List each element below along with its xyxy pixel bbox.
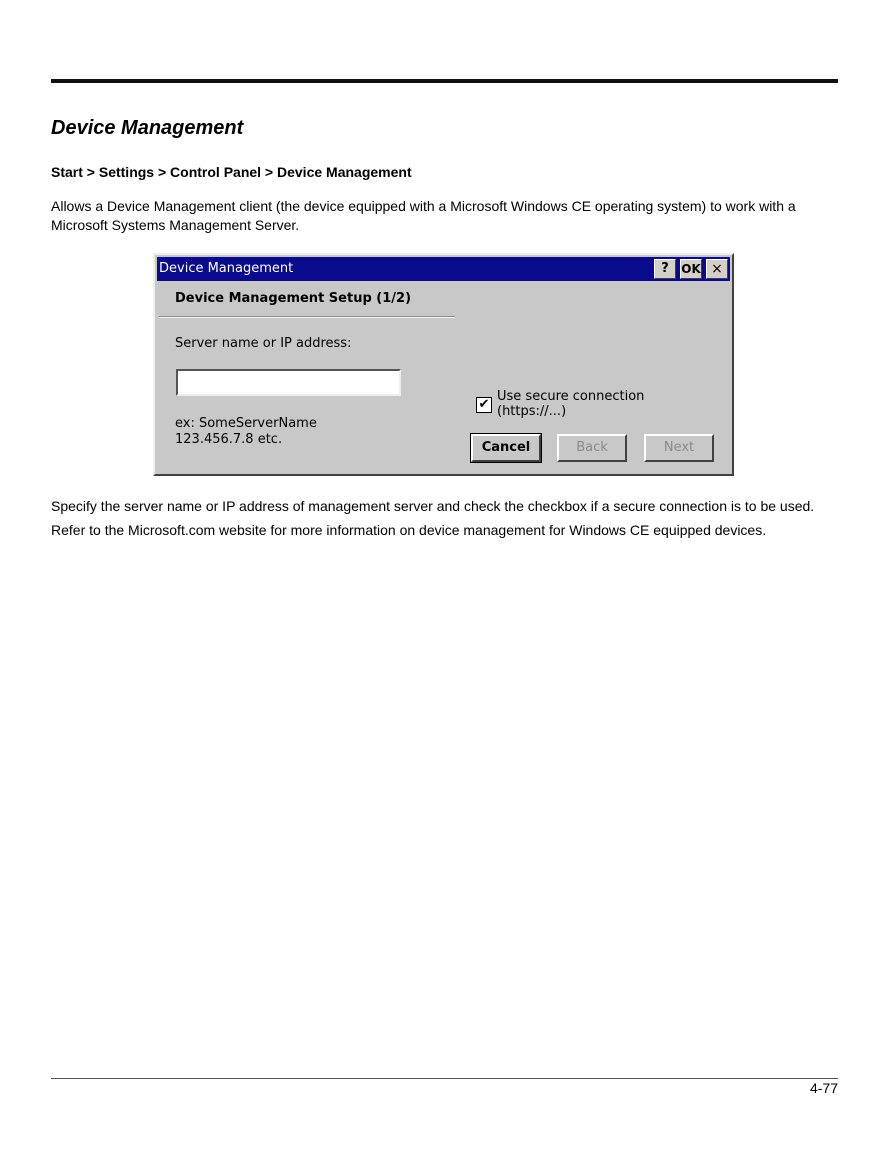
example-line-1: ex: SomeServerName <box>175 416 317 431</box>
secure-label-line-2: (https://...) <box>497 404 567 419</box>
ok-button[interactable]: OK <box>680 259 702 279</box>
top-rule <box>51 79 838 83</box>
secure-label-line-1: Use secure connection <box>497 389 645 404</box>
server-input[interactable] <box>176 369 401 396</box>
bottom-rule <box>51 1078 838 1079</box>
help-button[interactable]: ? <box>654 259 676 279</box>
secure-connection-checkbox[interactable]: ✔ <box>476 397 492 413</box>
secure-connection-label[interactable] <box>497 389 644 419</box>
device-management-dialog <box>153 253 734 476</box>
example-text <box>175 416 317 448</box>
heading-divider <box>159 316 455 318</box>
close-button[interactable]: × <box>706 259 728 279</box>
example-line-2: 123.456.7.8 etc. <box>175 432 283 447</box>
page-title: Device Management <box>51 117 244 139</box>
dialog-title: Device Management <box>159 261 294 276</box>
cancel-button[interactable]: Cancel <box>471 434 541 462</box>
intro-paragraph: Allows a Device Management client (the device equipped with a Microsoft Windows CE operating system) to work with a Microsoft Systems Management Server. <box>51 198 796 233</box>
dialog-titlebar <box>157 257 730 281</box>
instructions-paragraph: Specify the server name or IP address of management server and check the checkbox if a secure connection is to be used. <box>51 498 815 514</box>
breadcrumb: Start > Settings > Control Panel > Device Management <box>51 164 412 180</box>
reference-paragraph: Refer to the Microsoft.com website for more information on device management for Windows CE equipped devices. <box>51 522 767 538</box>
next-button[interactable]: Next <box>644 434 714 462</box>
setup-heading: Device Management Setup (1/2) <box>175 291 412 306</box>
page-number: 4-77 <box>809 1080 838 1096</box>
back-button[interactable]: Back <box>557 434 627 462</box>
server-label: Server name or IP address: <box>175 336 352 351</box>
